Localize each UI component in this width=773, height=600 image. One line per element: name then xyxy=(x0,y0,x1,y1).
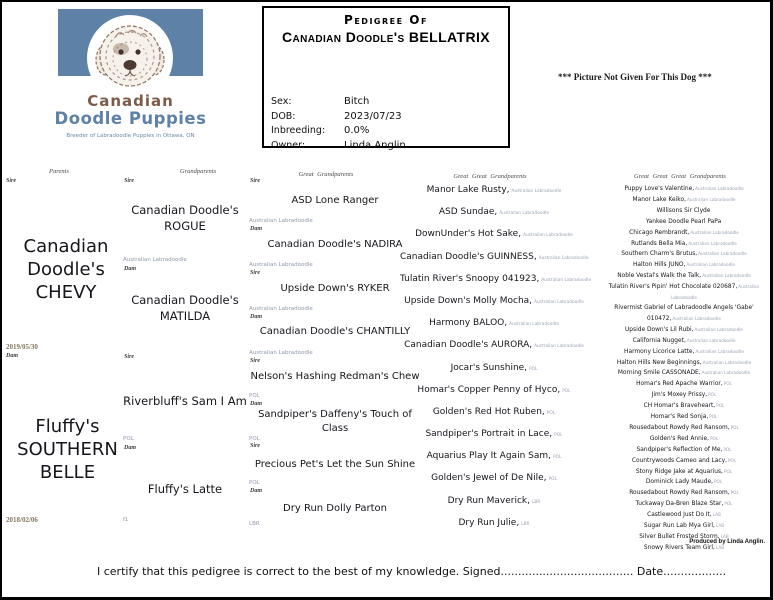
ancestor-name: Stony Ridge Jake at Aquarius, xyxy=(635,468,723,475)
great-grandparent-name: Nelson's Hashing Redman's Chew xyxy=(250,371,420,382)
doodle-dog-illustration xyxy=(58,6,203,101)
dam-tag: Dam xyxy=(250,401,262,407)
ancestor-breed: POL xyxy=(724,501,733,507)
ancestor-breed: LBR xyxy=(521,521,530,527)
ancestor-breed: Australian Labradoodle xyxy=(695,186,744,191)
great-grandparent-name: Upside Down's RYKER xyxy=(280,283,390,294)
ancestor-entry xyxy=(596,237,772,248)
ancestor-entry xyxy=(596,377,772,388)
logo-title-line2: Doodle Puppies xyxy=(54,109,207,128)
ancestor-name: Upside Down's Molly Mocha, xyxy=(404,295,533,306)
ancestor-entry xyxy=(596,323,772,334)
ancestor-breed: Australian Labradoodle xyxy=(541,277,592,283)
ancestor-breed: Australian Labradoodle xyxy=(686,262,735,268)
ancestor-name: Jim's Moxey Prissy, xyxy=(651,392,708,399)
ancestor-entry xyxy=(596,204,772,215)
ancestor-name: Chicago Rembrandt, xyxy=(629,229,690,236)
ancestor-name: Tulatin River's Snoopy 041923, xyxy=(400,273,540,284)
ancestor-name: Southern Charm's Brutus, xyxy=(621,251,698,258)
ancestor-breed: POL xyxy=(730,490,739,496)
grandparent-name: Fluffy's Latte xyxy=(147,482,223,496)
dog-info-row xyxy=(271,140,502,155)
parent-sire-line2: Doodle's xyxy=(27,259,105,280)
dog-info-label: Inbreeding: xyxy=(271,125,326,137)
breed-label: POL xyxy=(123,436,134,442)
dog-info-row xyxy=(271,111,502,126)
no-picture-note: *** Picture Not Given For This Dog *** xyxy=(558,72,712,82)
sire-dob: 2019/05/30 xyxy=(6,343,38,351)
ancestor-name: Aquarius Play It Again Sam, xyxy=(426,451,551,462)
ancestor-entry xyxy=(596,269,772,280)
ancestor-name: Upside Down's Lil Rubi, xyxy=(624,326,694,333)
ancestor-name: California Nugget, xyxy=(632,337,686,344)
ancestor-breed: Australian Labradoodle xyxy=(534,344,584,350)
dog-info-value: 0.0% xyxy=(344,125,370,137)
ancestor-name: Sandpiper's Portrait in Lace, xyxy=(425,429,553,440)
grandparent-name: Canadian Doodle's MATILDA xyxy=(131,293,239,323)
ancestor-entry xyxy=(400,514,588,530)
dam-tag: Dam xyxy=(124,445,136,451)
ancestor-name: Tulatin River's Pipin' Hot Chocolate 020687, xyxy=(608,284,738,291)
great-grandparent-name: Sandpiper's Daffeny's Touch of Class xyxy=(258,409,412,434)
breed-label: Australian Labradoodle xyxy=(249,218,313,224)
pedigree-heading: Pedigree Of xyxy=(344,13,428,27)
ancestor-name: Harmony BALOO, xyxy=(429,318,508,329)
ancestor-entry xyxy=(596,475,772,486)
ancestor-name: Rutlands Bella Mia, xyxy=(631,240,688,247)
sire-tag: Sire xyxy=(250,178,261,184)
logo-title-line1: Canadian xyxy=(87,92,174,110)
dog-info-value: 2023/07/23 xyxy=(344,110,402,122)
ancestor-breed: POL xyxy=(723,381,732,387)
ancestor-entry xyxy=(596,226,772,237)
sire-tag: Sire xyxy=(250,358,261,364)
certification-line: I certify that this pedigree is correct to the best of my knowledge. Signed...................................... Date.................. xyxy=(97,565,727,578)
ancestor-name: Silver Bullet Frosted Storm, xyxy=(639,534,720,540)
ancestor-breed: LAB xyxy=(715,523,725,529)
ancestor-breed: Australian Labradoodle xyxy=(523,233,573,239)
sire-tag: Sire xyxy=(124,354,135,360)
sire-tag: Sire xyxy=(250,270,261,276)
ancestor-name: Willisons Sir Clyde xyxy=(656,207,711,214)
ancestor-name: Canadian Doodle's GUINNESS, xyxy=(400,251,537,262)
ancestor-name: Rousedabout Rowdy Red Ransom, xyxy=(629,424,730,431)
ancestor-breed: Australian Labradoodle xyxy=(509,322,559,328)
dog-info-fields xyxy=(271,96,502,154)
grandparent-name: Riverbluff's Sam I Am xyxy=(123,394,247,408)
ancestor-entry xyxy=(596,454,772,465)
dog-info-row xyxy=(271,125,502,140)
great-grandparent-name: ASD Lone Ranger xyxy=(291,195,379,206)
ancestor-name: Yankee Doodle Pearl PaPa xyxy=(645,218,722,225)
sire-tag: Sire xyxy=(250,443,261,449)
ancestor-breed: Australian Labradoodle xyxy=(686,337,736,343)
breed-label: Australian Labradoodle xyxy=(249,262,313,268)
breed-label: f1 xyxy=(123,517,129,523)
breed-label: Australian Labradoodle xyxy=(249,350,313,356)
ancestor-entry xyxy=(596,399,772,410)
ancestor-breed: Australian Labradoodle xyxy=(702,359,752,365)
ancestor-entry xyxy=(400,381,588,397)
column-header-great-grandparents: Great Grandparents xyxy=(298,171,354,178)
produced-by-note: Produced by Linda Anglin. xyxy=(689,539,765,545)
ancestor-entry xyxy=(400,270,592,286)
ancestor-name: Tuckaway Da-Bren Blaze Star, xyxy=(635,501,724,508)
ancestor-name: Rousedabout Rowdy Red Ransom, xyxy=(629,490,730,497)
ancestor-name: Morning Smile CASSONADE, xyxy=(617,370,701,377)
breed-label: POL xyxy=(249,393,260,399)
ancestor-entry xyxy=(400,403,588,419)
great-grandparent-name: Canadian Doodle's CHANTILLY xyxy=(259,326,411,337)
dog-info-label: Owner: xyxy=(271,139,306,151)
ancestor-name: DownUnder's Hot Sake, xyxy=(415,229,522,240)
great-grandparent-name: Dry Run Dolly Parton xyxy=(283,503,387,514)
ancestor-name: Sugar Run Lab Mya Girl, xyxy=(643,523,715,530)
ancestor-breed: POL xyxy=(727,457,737,463)
ancestor-entry xyxy=(596,334,772,345)
ancestor-breed: POL xyxy=(529,366,538,372)
ancestor-name: Dominick Lady Maude, xyxy=(645,479,713,486)
parent-dam-line2: SOUTHERN xyxy=(17,439,118,460)
breed-label: LBR xyxy=(249,521,260,527)
dam-tag: Dam xyxy=(250,314,262,320)
dog-info-label: Sex: xyxy=(271,96,292,107)
ancestor-name: Noble Vestal's Walk the Talk, xyxy=(617,273,702,280)
parent-dam-name xyxy=(10,415,125,484)
pedigree-title-box xyxy=(262,6,510,151)
ancestor-entry xyxy=(596,345,772,356)
ancestor-breed: Australian Labradoodle xyxy=(695,348,744,354)
ancestor-breed: POL xyxy=(709,414,718,420)
ancestor-breed: POL xyxy=(708,392,717,398)
ancestor-entry xyxy=(596,508,772,519)
ancestor-entry xyxy=(596,410,772,421)
ancestor-name: Homar's Red Apache Warrior, xyxy=(636,381,723,388)
ancestor-breed: Australian Labradoodle xyxy=(670,284,760,301)
ancestor-entry xyxy=(596,497,772,508)
sire-tag: Sire xyxy=(124,178,135,184)
great-grandparent-name: Precious Pet's Let the Sun Shine xyxy=(254,459,416,470)
column-header-parents: Parents xyxy=(49,168,69,175)
ancestor-breed: Australian Labradoodle xyxy=(686,196,736,202)
ancestor-name: Dry Run Julie, xyxy=(458,517,520,528)
ancestor-breed: POL xyxy=(562,388,571,394)
parent-dam-line3: BELLE xyxy=(39,462,96,483)
breed-label: Australian Labradoodle xyxy=(123,257,187,263)
ancestor-breed: LAB xyxy=(712,512,721,518)
ancestor-breed: LBR xyxy=(531,499,541,505)
great-great-grandparents-list xyxy=(400,181,592,530)
ancestor-breed: Australian Labradoodle xyxy=(702,273,751,279)
dog-info-label: DOB: xyxy=(271,110,296,122)
dog-info-value: Bitch xyxy=(344,96,370,107)
ancestor-entry xyxy=(400,447,588,463)
ancestor-entry xyxy=(596,247,772,258)
ancestor-breed: POL xyxy=(546,410,556,416)
ancestor-entry xyxy=(596,280,772,301)
ancestor-entry xyxy=(400,181,588,197)
ancestor-breed: POL xyxy=(730,424,739,430)
parent-dam-line1: Fluffy's xyxy=(35,416,100,437)
ancestor-breed: POL xyxy=(713,479,723,485)
ancestor-entry xyxy=(400,314,588,330)
ancestor-breed: Australian Labradoodle xyxy=(698,251,747,257)
grandparent-name: Canadian Doodle's ROGUE xyxy=(131,203,239,233)
dam-tag: Dam xyxy=(250,488,262,494)
ancestor-breed: POL xyxy=(548,477,557,483)
ancestor-entry xyxy=(400,292,588,308)
ancestor-name: Rivermist Gabriel of Labradoodle Angels 'Gabe' 010472, xyxy=(614,304,754,322)
ancestor-name: Golden's Jewel of De Nile, xyxy=(431,473,547,484)
ancestor-entry xyxy=(596,421,772,432)
ancestor-entry xyxy=(400,336,588,352)
ancestor-name: Castlewood Just Do It, xyxy=(647,512,712,519)
column-header-grandparents: Grandparents xyxy=(179,168,217,175)
ancestor-entry xyxy=(596,443,772,454)
ancestor-breed: POL xyxy=(723,468,733,474)
column-header-great-great-great-grandparents: Great Great Great Grandparents xyxy=(634,173,726,180)
ancestor-entry xyxy=(400,469,588,485)
ancestor-entry xyxy=(400,203,588,219)
ancestor-entry xyxy=(596,465,772,476)
ancestor-breed: Australian Labradoodle xyxy=(701,370,751,376)
ancestor-breed: LAB xyxy=(715,544,725,550)
breed-label: Australian Labradoodle xyxy=(249,306,313,312)
ancestor-name: Harmony Licorice Latte, xyxy=(624,348,695,355)
ancestor-breed: POL xyxy=(554,433,563,439)
ancestor-entry xyxy=(400,425,588,441)
ancestor-entry xyxy=(596,366,772,377)
ancestor-name: Homar's Red Sonja, xyxy=(650,414,709,421)
breed-label: POL xyxy=(249,480,260,486)
ancestor-name: Snowy Rivers Team Girl, xyxy=(643,544,715,551)
ancestor-name: Golden's Red Annie, xyxy=(649,435,709,442)
parent-sire-line3: CHEVY xyxy=(35,282,97,303)
ancestor-name: CH Homar's Braveheart, xyxy=(643,403,716,410)
ancestor-entry xyxy=(596,215,772,226)
ancestor-breed: POL xyxy=(723,446,732,452)
ancestor-name: ASD Sundae, xyxy=(438,207,498,218)
breed-label: POL xyxy=(249,436,260,442)
dam-tag: Dam xyxy=(6,353,18,359)
dog-info-value: Linda Anglin xyxy=(344,139,406,151)
ancestor-name: Golden's Red Hot Ruben, xyxy=(432,406,545,417)
ancestor-breed: POL xyxy=(553,455,562,461)
great-grandparent-name: Canadian Doodle's NADIRA xyxy=(267,239,403,250)
parent-sire-name xyxy=(12,235,120,304)
dog-info-row xyxy=(271,96,502,111)
ancestor-name: Countrywoods Cameo and Lacy, xyxy=(631,457,727,464)
ancestor-breed: Australian Labradoodle xyxy=(688,240,737,246)
ancestor-entry xyxy=(596,388,772,399)
ancestor-entry xyxy=(596,193,772,204)
ancestor-name: Dry Run Maverick, xyxy=(447,495,530,506)
ancestor-breed: Australian Labradoodle xyxy=(538,255,589,261)
ancestor-entry xyxy=(596,182,772,193)
ancestor-entry xyxy=(596,519,772,530)
ancestor-entry xyxy=(400,248,588,264)
ancestor-breed: Australian Labradoodle xyxy=(690,229,739,235)
ancestor-entry xyxy=(400,225,588,241)
ancestor-entry xyxy=(596,258,772,269)
logo-tagline: Breeder of Labradoodle Puppies in Ottawa, ON xyxy=(66,133,195,139)
ancestor-entry xyxy=(400,492,588,508)
ancestor-name: Homar's Copper Penny of Hyco, xyxy=(417,384,561,395)
ancestor-name: Sandpiper's Reflection of Me, xyxy=(636,446,723,453)
ancestor-name: Halton Hills New Beginnings, xyxy=(616,359,702,366)
ancestor-breed: POL xyxy=(710,435,719,441)
ancestor-entry xyxy=(596,356,772,367)
dog-name: Canadian Doodle's BELLATRIX xyxy=(282,29,490,45)
ancestor-breed: Australian Labradoodle xyxy=(499,211,550,217)
ancestor-name: Manor Lake Keiko, xyxy=(632,196,686,203)
ancestor-breed: Australian Labradoodle xyxy=(672,315,721,321)
dam-dob: 2018/02/06 xyxy=(6,516,38,524)
ancestor-entry xyxy=(400,359,588,375)
ancestor-entry xyxy=(596,432,772,443)
ancestor-breed: Australian Labradoodle xyxy=(511,189,562,194)
ancestor-name: Halton Hills JUNO, xyxy=(633,262,686,269)
ancestor-breed: Australian Labradoodle xyxy=(534,299,584,305)
ancestor-name: Puppy Love's Valentine, xyxy=(624,186,695,192)
ancestor-name: Manor Lake Rusty, xyxy=(426,185,510,195)
ancestor-breed: POL xyxy=(716,403,725,409)
ancestor-name: Jocar's Sunshine, xyxy=(450,362,528,373)
column-header-great-great-grandparents: Great Great Grandparents xyxy=(453,173,527,180)
ancestor-name: Canadian Doodle's AURORA, xyxy=(404,340,533,351)
dam-tag: Dam xyxy=(250,226,262,232)
ancestor-breed: Australian Labradoodle xyxy=(694,326,744,332)
sire-tag: Sire xyxy=(6,178,17,184)
dam-tag: Dam xyxy=(124,266,136,272)
ancestor-breed: LAB xyxy=(720,534,729,539)
ancestor-entry xyxy=(596,486,772,497)
ancestor-entry xyxy=(596,301,772,323)
parent-sire-line1: Canadian xyxy=(23,236,109,257)
